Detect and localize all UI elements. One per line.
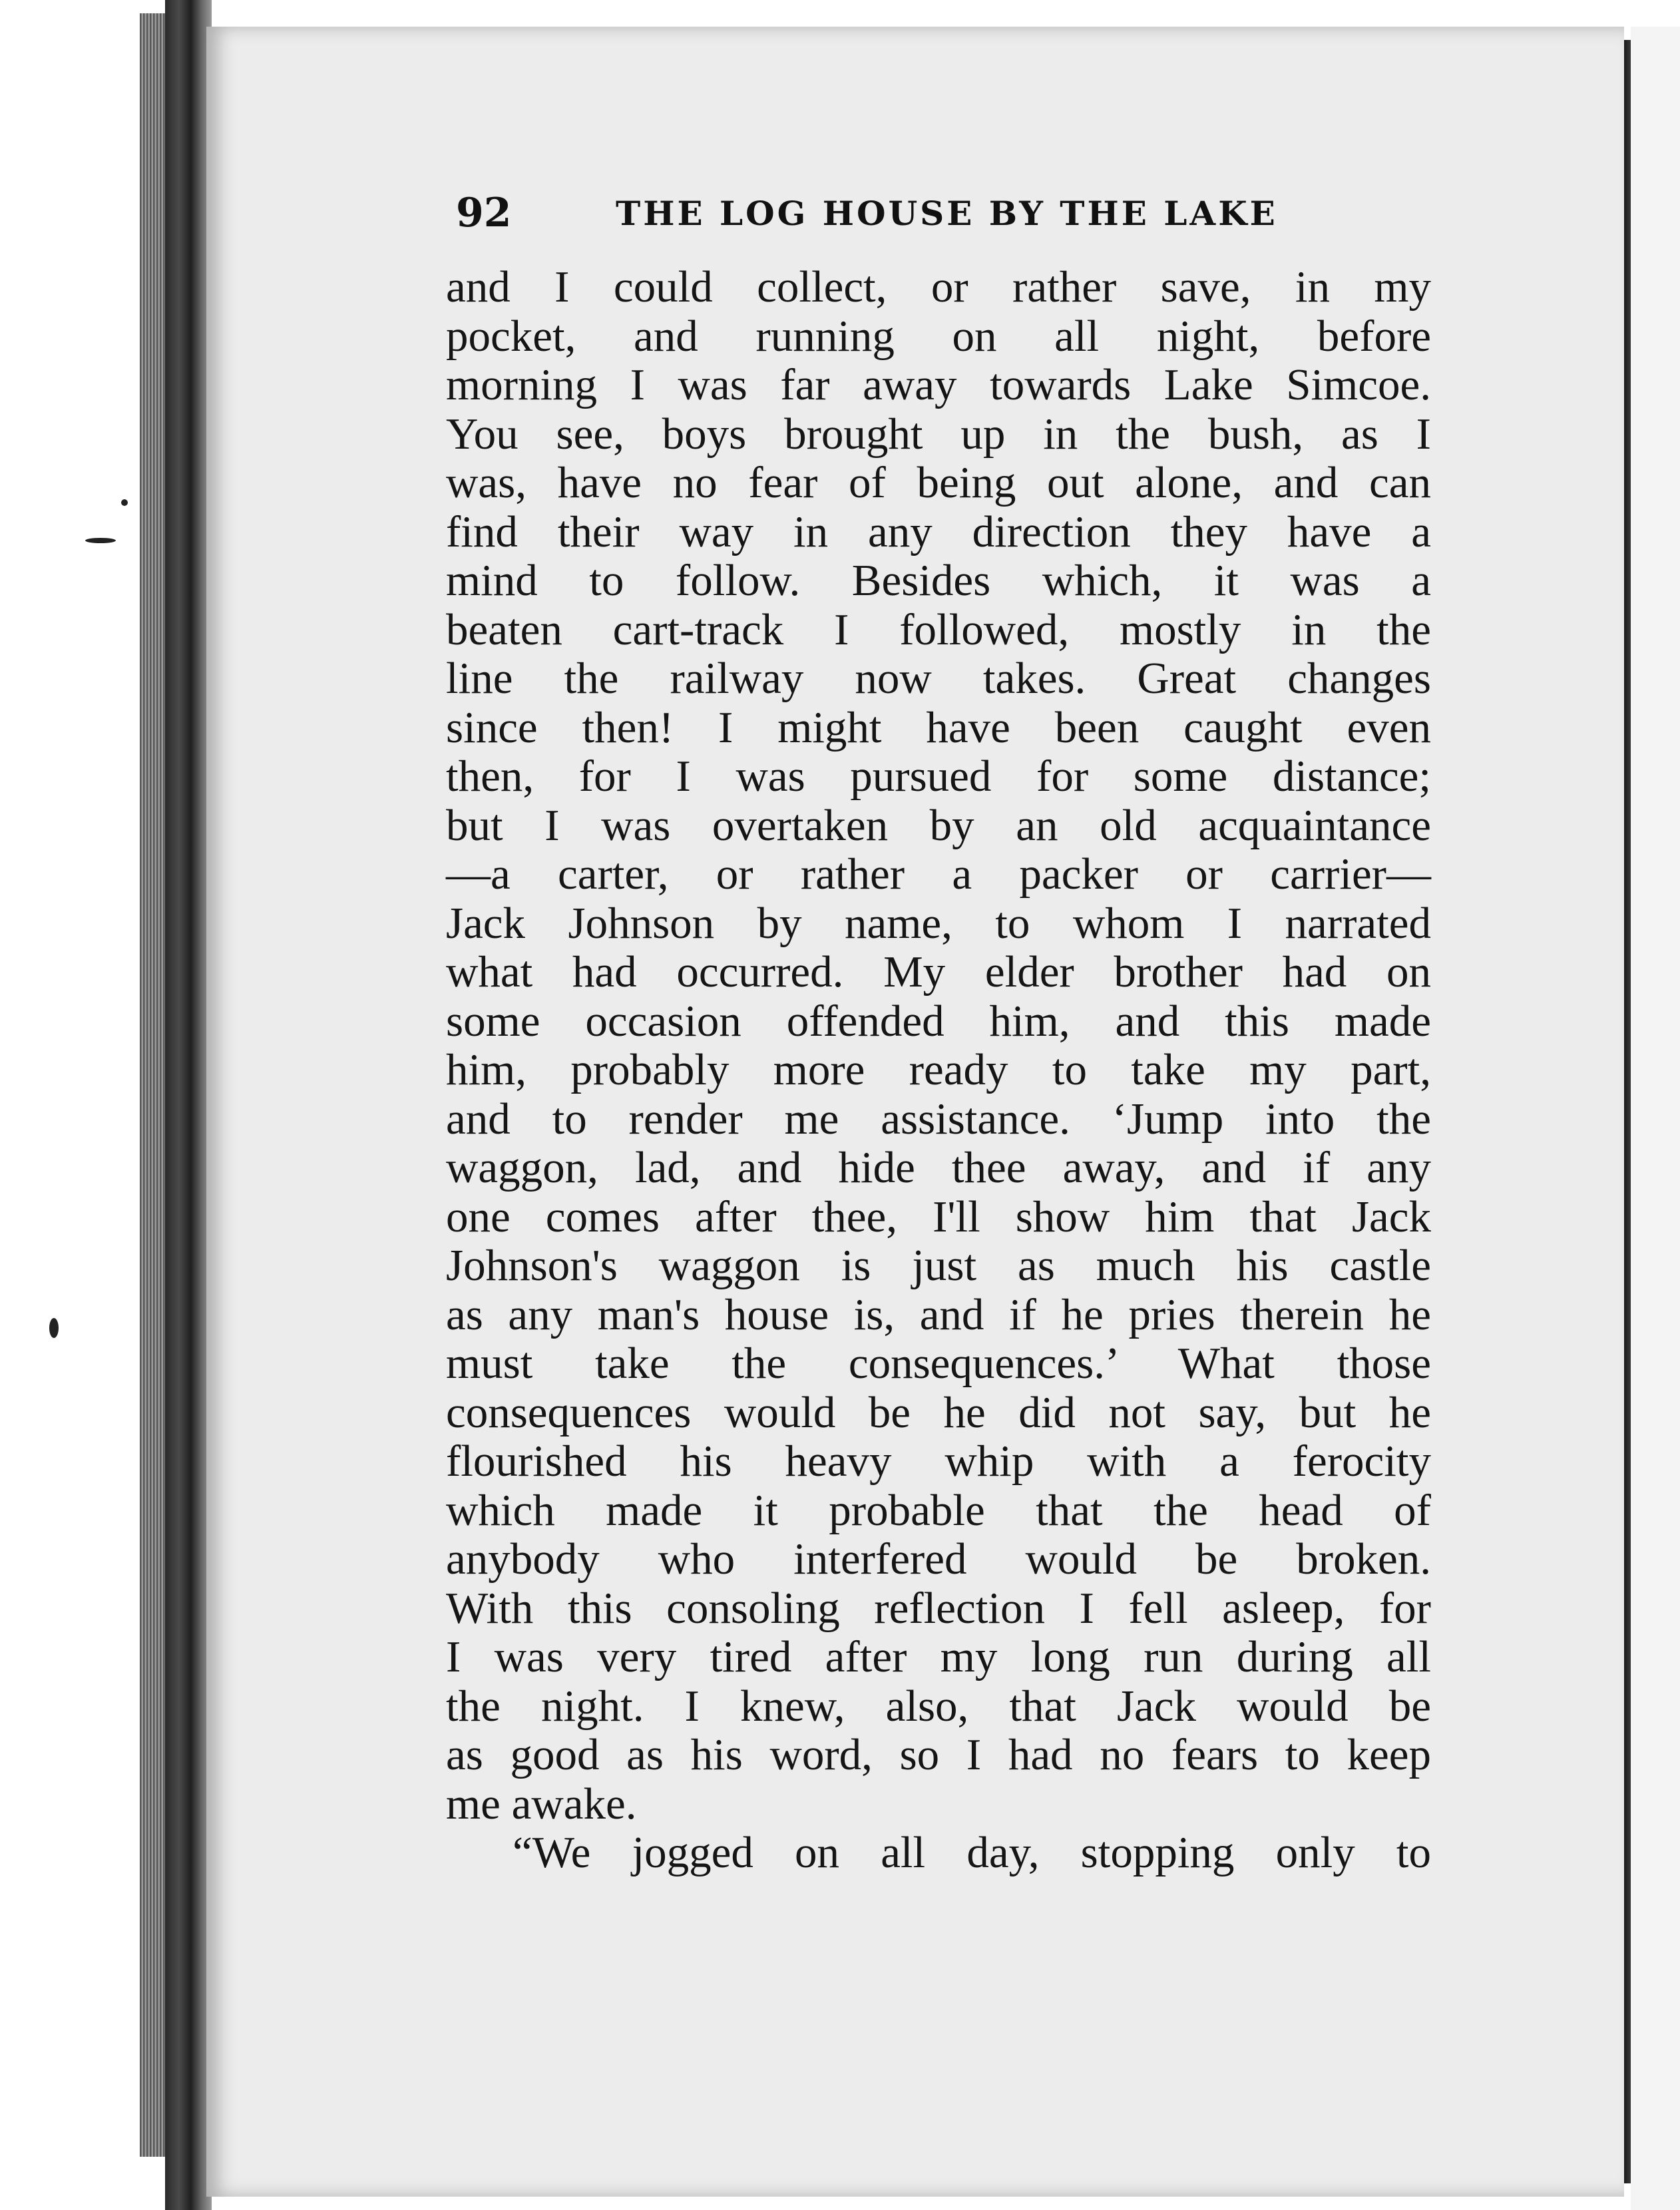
text-line: as any man's house is, and if he pries therein he bbox=[446, 1289, 1431, 1339]
text-line: find their way in any direction they have a bbox=[446, 507, 1431, 556]
text-line: me awake. bbox=[446, 1779, 637, 1829]
text-line: what had occurred. My elder brother had on bbox=[446, 947, 1431, 996]
text-line: You see, boys brought up in the bush, as I bbox=[446, 409, 1431, 459]
running-title: THE LOG HOUSE BY THE LAKE bbox=[616, 194, 1278, 233]
text-line: Jack Johnson by name, to whom I narrated bbox=[446, 898, 1431, 948]
text-line: With this consoling reflection I fell asleep, for bbox=[446, 1583, 1431, 1633]
text-line: since then! I might have been caught even bbox=[446, 702, 1431, 752]
text-line: some occasion offended him, and this made bbox=[446, 996, 1431, 1046]
text-line: “We jogged on all day, stopping only to bbox=[513, 1828, 1431, 1877]
text-line: but I was overtaken by an old acquaintance bbox=[446, 800, 1431, 850]
text-line: morning I was far away towards Lake Simcoe. bbox=[446, 360, 1431, 409]
text-line: and to render me assistance. ‘Jump into the bbox=[446, 1094, 1431, 1144]
scan-speck bbox=[85, 538, 116, 543]
text-line: I was very tired after my long run during all bbox=[446, 1632, 1431, 1681]
text-line: must take the consequences.’ What those bbox=[446, 1339, 1431, 1388]
text-line: and I could collect, or rather save, in my bbox=[446, 262, 1431, 312]
text-line: line the railway now takes. Great changes bbox=[446, 654, 1431, 703]
text-line: anybody who interfered would be broken. bbox=[446, 1534, 1431, 1584]
page-number: 92 bbox=[456, 190, 512, 236]
text-line: mind to follow. Besides which, it was a bbox=[446, 556, 1431, 605]
text-line: then, for I was pursued for some distance; bbox=[446, 752, 1431, 801]
book-page-edges bbox=[140, 13, 166, 2157]
text-line: the night. I knew, also, that Jack would be bbox=[446, 1681, 1431, 1731]
text-line: —a carter, or rather a packer or carrier— bbox=[446, 849, 1431, 899]
running-header bbox=[456, 190, 1281, 243]
text-line: Johnson's waggon is just as much his castle bbox=[446, 1241, 1431, 1290]
facing-page-strip bbox=[1631, 27, 1680, 2210]
text-line: waggon, lad, and hide thee away, and if any bbox=[446, 1143, 1431, 1192]
text-line: consequences would be he did not say, but he bbox=[446, 1387, 1431, 1437]
text-line: which made it probable that the head of bbox=[446, 1485, 1431, 1535]
text-line: pocket, and running on all night, before bbox=[446, 311, 1431, 361]
text-line: as good as his word, so I had no fears to keep bbox=[446, 1730, 1431, 1779]
facing-page-edge bbox=[1624, 40, 1631, 2183]
body-text bbox=[446, 263, 1431, 1878]
scan-speck bbox=[121, 499, 128, 506]
text-line: was, have no fear of being out alone, and can bbox=[446, 458, 1431, 507]
text-line: beaten cart-track I followed, mostly in the bbox=[446, 604, 1431, 654]
text-line: him, probably more ready to take my part, bbox=[446, 1045, 1431, 1094]
scan-speck bbox=[49, 1318, 59, 1338]
text-line: one comes after thee, I'll show him that Jack bbox=[446, 1192, 1431, 1241]
text-line: flourished his heavy whip with a ferocity bbox=[446, 1436, 1431, 1486]
book-binding bbox=[165, 0, 212, 2210]
